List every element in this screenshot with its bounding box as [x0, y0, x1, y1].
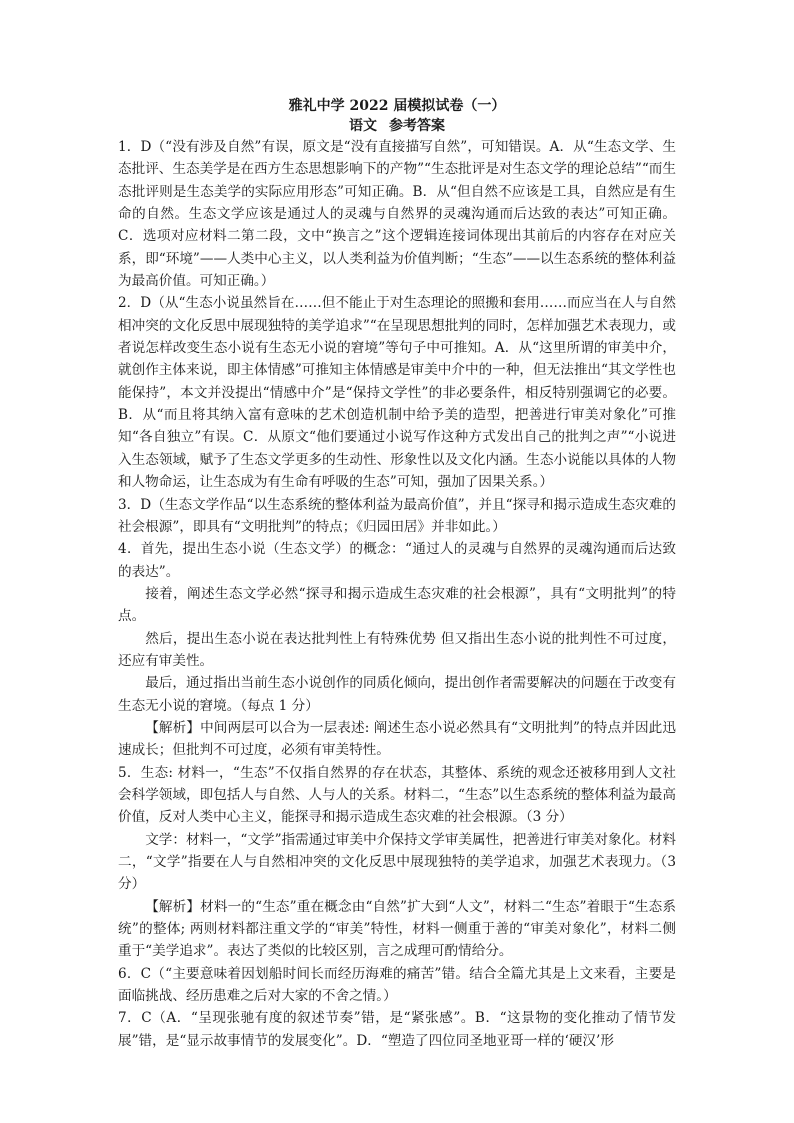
answer-paragraph: 3．D（生态文学作品“以生态系统的整体利益为最高价值”，并且“探寻和揭示造成生态灾难的社会根源”，即具有“文明批判”的特点；《归园田居》并非如此。） — [118, 496, 676, 535]
answer-paragraph: 6．C（“主要意味着因划船时间长而经历海难的痛苦”错。结合全篇尤其是上文来看，主要是面临挑战、经历患难之后对大家的不舍之情。） — [118, 965, 676, 1005]
answer-paragraph: 5．生态: 材料一，“生态”不仅指自然界的存在状态，其整体、系统的观念还被移用到人文社会科学领域，即包括人与自然、人与人的关系。材料二，“生态”以生态系统的整体利益为最高价值，反对人类中心主义，能探寻和揭示造成生态灾难的社会根源。（3 分） — [118, 764, 676, 826]
answer-paragraph: 2．D（从“生态小说虽然旨在……但不能止于对生态理论的照搬和套用……而应当在人与自然相冲突的文化反思中展现独特的美学追求”“在呈现思想批判的同时，怎样加强艺术表现力，或者说怎样改变生态小说有生态无小说的窘境”等句子中可推知。A．从“这里所谓的审美中介，就创作主体来说，即主体情感”可推知主体情感是审美中介中的一种，但无法推出“其文学性也能保持”，本文并没提出“情感中介”是“保持文学性”的非必要条件，相反特别强调它的必要。B．从“而且将其纳入富有意味的艺术创造机制中给予美的造型，把善进行审美对象化”可推知“各自独立”有误。C．从原文“他们要通过小说写作这种方式发出自己的批判之声”“小说进入生态领域，赋予了生态文学更多的生动性、形象性以及文化内涵。生态小说能以具体的人物和人物命运，让生态成为有生命有呼吸的生态”可知，强加了因果关系。） — [118, 295, 676, 491]
answer-paragraph: 文学：材料一，“文学”指需通过审美中介保持文学审美属性，把善进行审美对象化。材料二，“文学”指要在人与自然相冲突的文化反思中展现独特的美学追求，加强艺术表现力。（3 分） — [118, 831, 676, 893]
answer-paragraph: 7．C（A．“呈现张驰有度的叙述节奏”错，是“紧张感”。B．“这景物的变化推动了情节发展”错，是“显示故事情节的发展变化”。D．“塑造了四位同圣地亚哥一样的‘硬汉’形 — [118, 1010, 676, 1049]
answer-paragraph: 然后，提出生态小说在表达批判性上有特殊优势 但又指出生态小说的批判性不可过度，还应有审美性。 — [118, 630, 676, 669]
subject-label: 语文 — [349, 118, 377, 134]
answer-paragraph: 接着，阐述生态文学必然“探寻和揭示造成生态灾难的社会根源”，具有“文明批判”的特点。 — [118, 585, 676, 625]
document-title: 雅礼中学 2022 届模拟试卷（一） — [288, 98, 506, 114]
answer-paragraph: 4．首先，提出生态小说（生态文学）的概念：“通过人的灵魂与自然界的灵魂沟通而后达致的表达”。 — [118, 541, 676, 580]
document-subtitle — [118, 116, 676, 136]
answer-paragraph: 最后，通过指出当前生态小说创作的同质化倾向，提出创作者需要解决的问题在于改变有生态无小说的窘境。（每点 1 分） — [118, 675, 676, 714]
analysis-paragraph: 【解析】中间两层可以合为一层表述: 阐述生态小说必然具有“文明批判”的特点并因此迅速成长；但批判不可过度，必须有审美特性。 — [118, 719, 676, 759]
answer-paragraph: 1．D（“没有涉及自然”有误，原文是“没有直接描写自然”，可知错误。A．从“生态文学、生态批评、生态美学是在西方生态思想影响下的产物”“生态批评是对生态文学的理论总结”“而生态批评则是生态美学的实际应用形态”可知正确。B．从“但自然不应该是工具，自然应是有生命的自然。生态文学应该是通过人的灵魂与自然界的灵魂沟通而后达致的表达”可知正确。C．选项对应材料二第二段，文中“换言之”这个逻辑连接词体现出其前后的内容存在对应关系，即“环境”——人类中心主义，以人类利益为价值判断；“生态”——以生态系统的整体利益为最高价值。可知正确。） — [118, 139, 676, 290]
answer-key-label: 参考答案 — [389, 118, 445, 134]
analysis-paragraph: 【解析】材料一的“生态”重在概念由“自然”扩大到“人文”，材料二“生态”着眼于“生态系统”的整体; 两则材料都注重文学的“审美”特性，材料一侧重于善的“审美对象化”，材料二侧重于“美学追求”。表达了类似的比较区别，言之成理可酌情给分。 — [118, 898, 676, 960]
